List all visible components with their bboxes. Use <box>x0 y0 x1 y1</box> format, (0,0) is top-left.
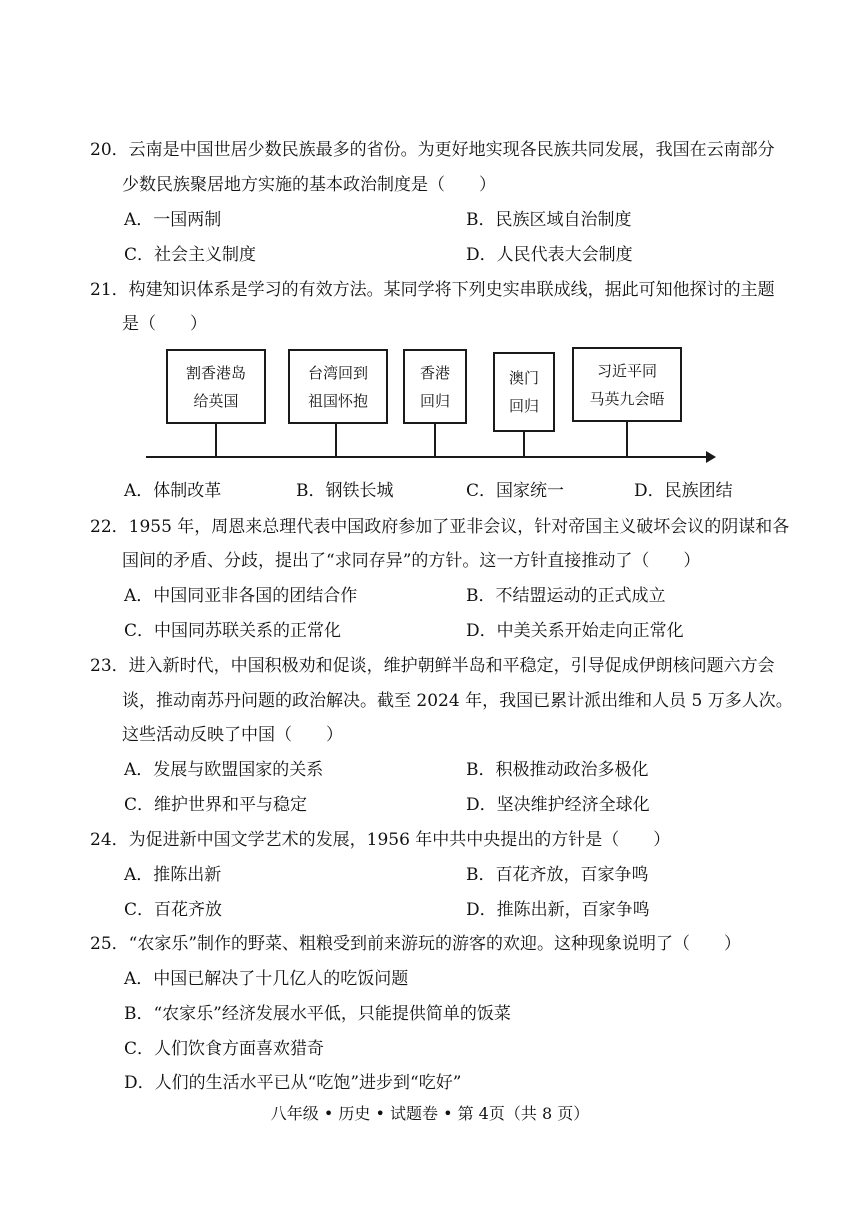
page-footer: 八年级 • 历史 • 试题卷 • 第 4页（共 8 页） <box>270 1104 590 1123</box>
q21-option-c: C．国家统一 <box>466 481 565 501</box>
q24-stem-line1: 24．为促进新中国文学艺术的发展，1956 年中共中央提出的方针是（ ） <box>90 830 671 850</box>
timeline-event-2 <box>288 349 388 424</box>
q23-stem-line1: 23．进入新时代，中国积极劝和促谈，维护朝鲜半岛和平稳定，引导促成伊朗核问题六方会 <box>90 656 775 676</box>
q23-option-c: C．维护世界和平与稳定 <box>124 795 308 815</box>
timeline-event-2-line1: 台湾回到 <box>307 363 368 382</box>
q25-option-d: D．人们的生活水平已从“吃饱”进步到“吃好” <box>124 1073 462 1093</box>
q23-option-d: D．坚决维护经济全球化 <box>466 795 650 815</box>
timeline-arrow-icon <box>706 451 716 463</box>
q21-option-d: D．民族团结 <box>634 481 733 501</box>
q20-stem-line1: 20．云南是中国世居少数民族最多的省份。为更好地实现各民族共同发展，我国在云南部分 <box>90 140 775 160</box>
timeline-stem-3 <box>434 424 436 456</box>
q22-option-d: D．中美关系开始走向正常化 <box>466 621 684 641</box>
q23-option-b: B．积极推动政治多极化 <box>466 760 649 780</box>
timeline-event-1-line2: 给英国 <box>193 391 239 410</box>
q21-option-a: A．体制改革 <box>124 481 222 501</box>
q21-stem-line2: 是（ ） <box>122 314 207 334</box>
timeline-stem-5 <box>626 422 628 456</box>
q24-option-c: C．百花齐放 <box>124 900 223 920</box>
q20-option-a: A．一国两制 <box>124 210 222 230</box>
timeline-event-4-line1: 澳门 <box>508 369 539 387</box>
timeline-event-3 <box>403 349 467 424</box>
timeline-stem-2 <box>335 424 337 456</box>
timeline-stem-4 <box>523 432 525 456</box>
q25-stem-line1: 25．“农家乐”制作的野菜、粗粮受到前来游玩的游客的欢迎。这种现象说明了（ ） <box>90 934 742 954</box>
q22-stem-line2: 国间的矛盾、分歧，提出了“求同存异”的方针。这一方针直接推动了（ ） <box>122 551 701 571</box>
q22-stem-line1: 22．1955 年，周恩来总理代表中国政府参加了亚非会议，针对帝国主义破坏会议的阴谋和各 <box>90 517 790 537</box>
q20-option-d: D．人民代表大会制度 <box>466 245 633 265</box>
timeline-axis <box>146 456 708 458</box>
timeline-event-3-line1: 香港 <box>419 363 450 382</box>
q21-timeline-diagram <box>146 344 716 469</box>
q22-option-b: B．不结盟运动的正式成立 <box>466 586 666 606</box>
timeline-event-4-line2: 回归 <box>508 397 539 415</box>
timeline-event-5-line1: 习近平同 <box>596 361 657 380</box>
timeline-stem-1 <box>215 424 217 456</box>
q25-option-c: C．人们饮食方面喜欢猎奇 <box>124 1039 325 1059</box>
q23-stem-line2: 谈，推动南苏丹问题的政治解决。截至 2024 年，我国已累计派出维和人员 5 万多人次。 <box>122 691 793 711</box>
q20-option-c: C．社会主义制度 <box>124 245 257 265</box>
timeline-event-3-line2: 回归 <box>419 391 450 410</box>
timeline-event-4 <box>493 352 555 432</box>
q20-stem-line2: 少数民族聚居地方实施的基本政治制度是（ ） <box>122 175 496 195</box>
q24-option-d: D．推陈出新，百家争鸣 <box>466 900 650 920</box>
q21-stem-line1: 21．构建知识体系是学习的有效方法。某同学将下列史实串联成线，据此可知他探讨的主题 <box>90 280 775 300</box>
timeline-event-5-line2: 马英九会晤 <box>589 389 665 408</box>
q22-option-c: C．中国同苏联关系的正常化 <box>124 621 342 641</box>
q23-option-a: A．发展与欧盟国家的关系 <box>124 760 324 780</box>
q24-option-b: B．百花齐放，百家争鸣 <box>466 865 649 885</box>
q23-stem-line3: 这些活动反映了中国（ ） <box>122 725 343 745</box>
q20-option-b: B．民族区域自治制度 <box>466 210 632 230</box>
q22-option-a: A．中国同亚非各国的团结合作 <box>124 586 358 606</box>
q25-option-b: B．“农家乐”经济发展水平低，只能提供简单的饭菜 <box>124 1004 511 1024</box>
q24-option-a: A．推陈出新 <box>124 865 222 885</box>
q25-option-a: A．中国已解决了十几亿人的吃饭问题 <box>124 969 409 989</box>
timeline-event-1-line1: 割香港岛 <box>185 363 246 382</box>
timeline-event-1 <box>166 349 266 424</box>
timeline-event-5 <box>572 347 682 422</box>
q21-option-b: B．钢铁长城 <box>296 481 394 501</box>
timeline-event-2-line2: 祖国怀抱 <box>307 391 368 410</box>
